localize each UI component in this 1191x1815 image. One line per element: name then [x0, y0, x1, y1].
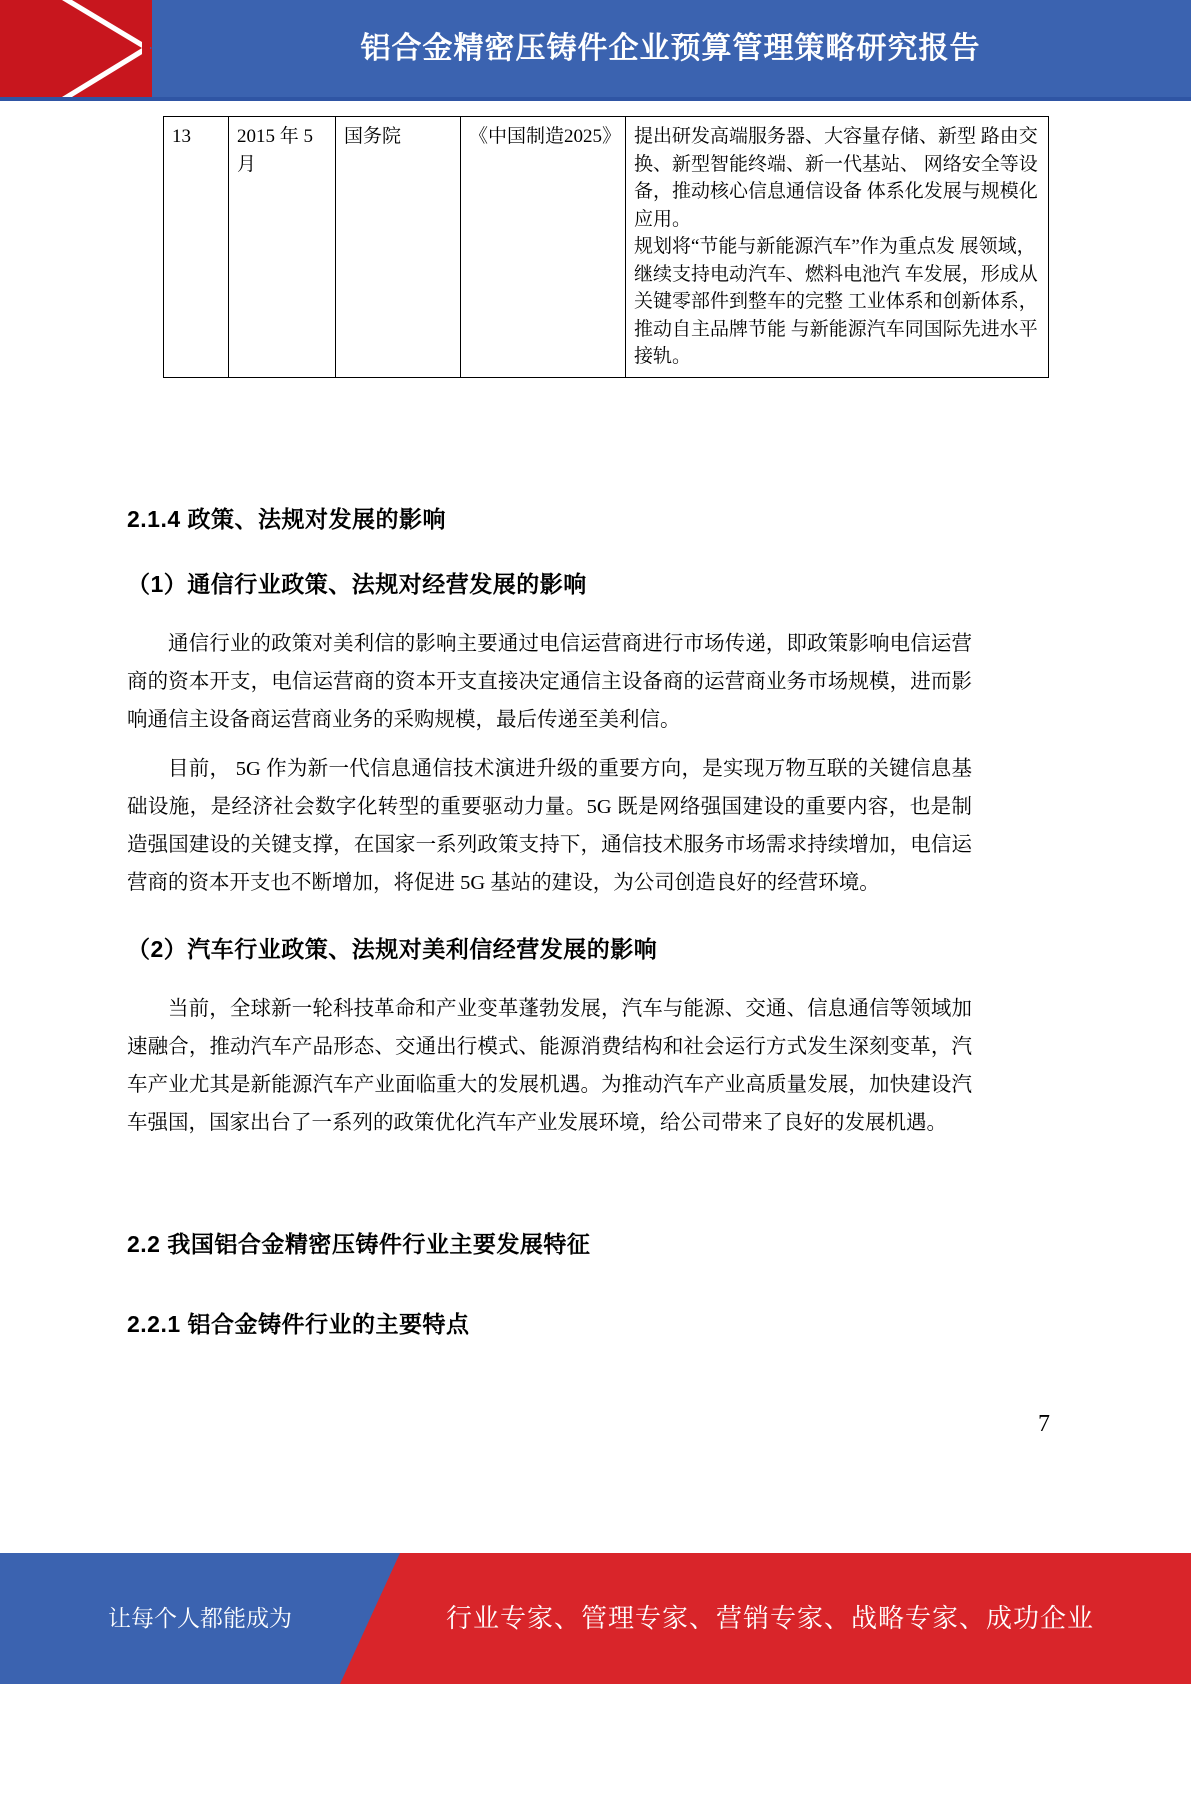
heading-section-2: （2）汽车行业政策、法规对美利信经营发展的影响 — [127, 936, 658, 962]
page-content — [0, 101, 1191, 1553]
table-cell-date: 2015 年 5月 — [229, 117, 336, 378]
heading-2-2-1: 2.2.1 铝合金铸件行业的主要特点 — [127, 1311, 470, 1337]
page-number: 7 — [1038, 1411, 1050, 1437]
policy-table — [163, 116, 1049, 378]
table-cell-description — [626, 117, 1049, 378]
paragraph-3: 当前，全球新一轮科技革命和产业变革蓬勃发展，汽车与能源、交通、信息通信等领域加速融合，推动汽车产品形态、交通出行模式、能源消费结构和社会运行方式发生深刻变革，汽车产业尤其是新能源汽车产业面临重大的发展机遇。为推动汽车产业高质量发展，加快建设汽车强国，国家出台了一系列的政策优化汽车产业发展环境，给公司带来了良好的发展机遇。 — [127, 998, 972, 1134]
page-footer — [0, 1553, 1191, 1764]
heading-2-2: 2.2 我国铝合金精密压铸件行业主要发展特征 — [127, 1231, 591, 1257]
table-row — [164, 117, 1049, 378]
table-cell-org: 国务院 — [336, 117, 461, 378]
page-header — [0, 0, 1191, 100]
table-cell-description-part1: 提出研发高端服务器、大容量存储、新型 路由交换、新型智能终端、新一代基站、 网络安全等设备，推动核心信息通信设备 体系化发展与规模化应用。 — [634, 126, 1038, 230]
paragraph-1: 通信行业的政策对美利信的影响主要通过电信运营商进行市场传递，即政策影响电信运营商的资本开支，电信运营商的资本开支直接决定通信主设备商的运营商业务市场规模，进而影响通信主设备商运营商业务的采购规模，最后传递至美利信。 — [127, 633, 972, 731]
footer-slogan-right: 行业专家、管理专家、营销专家、战略专家、成功企业家…… — [445, 1603, 1094, 1764]
header-arrow-front-decoration — [72, 0, 152, 97]
table-cell-no: 13 — [164, 117, 229, 378]
table-cell-document: 《中国制造2025》 — [461, 117, 626, 378]
footer-slogan-left: 让每个人都能成为 — [108, 1605, 292, 1631]
heading-2-1-4: 2.1.4 政策、法规对发展的影响 — [127, 506, 447, 532]
table-cell-description-part2: 规划将“节能与新能源汽车”作为重点发 展领域，继续支持电动汽车、燃料电池汽 车发展，形成从关键零部件到整车的完整 工业体系和创新体系，推动自主品牌节能 与新能源汽车同国际先进水平接轨。 — [634, 236, 1038, 368]
document-title: 铝合金精密压铸件企业预算管理策略研究报告 — [360, 32, 981, 65]
heading-section-1: （1）通信行业政策、法规对经营发展的影响 — [127, 571, 587, 597]
paragraph-2: 目前， 5G 作为新一代信息通信技术演进升级的重要方向，是实现万物互联的关键信息基础设施，是经济社会数字化转型的重要驱动力量。5G 既是网络强国建设的重要内容，也是制造强国建设的关键支撑，在国家一系列政策支持下，通信技术服务市场需求持续增加，电信运营商的资本开支也不断增加，将促进 5G 基站的建设，为公司创造良好的经营环境。 — [127, 758, 972, 894]
